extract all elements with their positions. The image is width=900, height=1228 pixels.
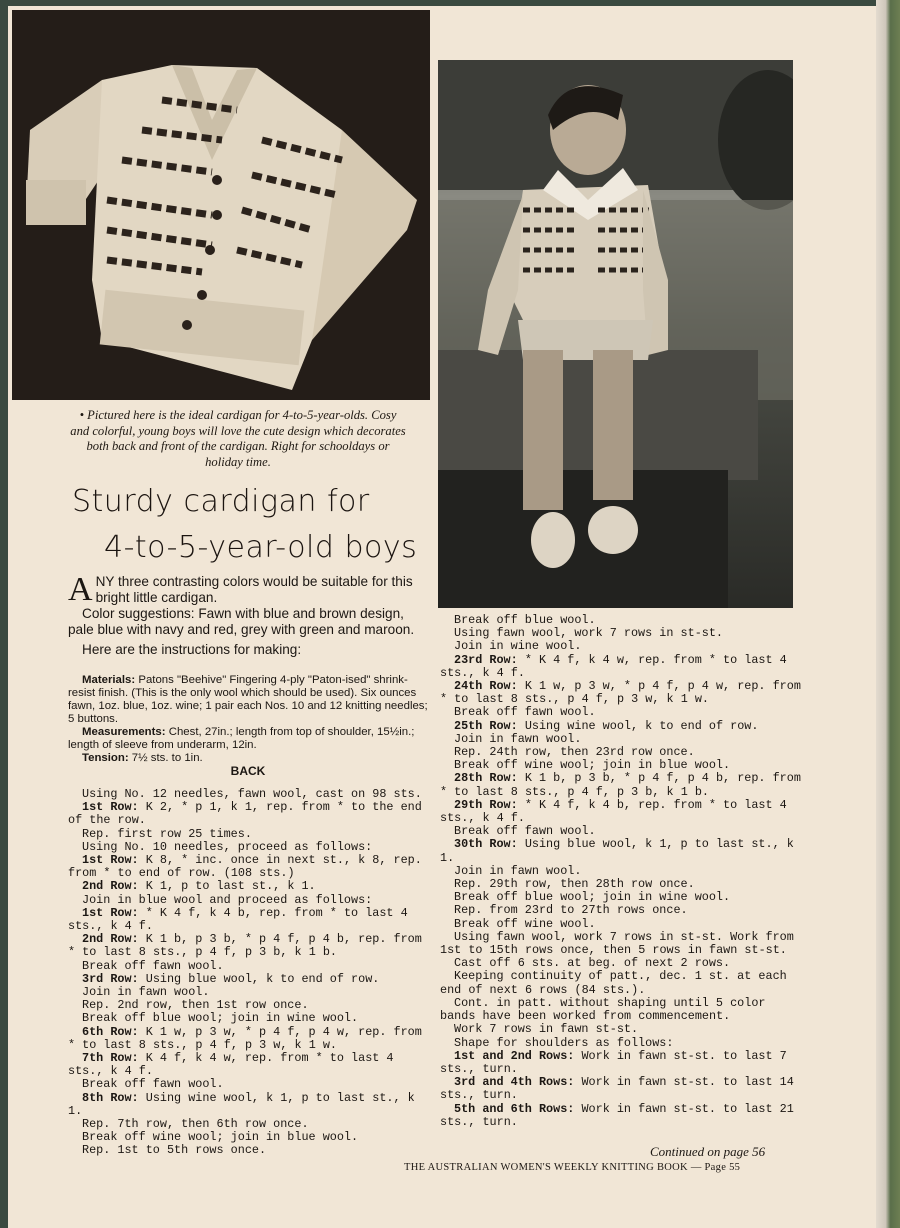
row-label: 30th Row: — [454, 837, 518, 852]
row-text: Rep. from 23rd to 27th rows once. — [454, 903, 688, 918]
instruction-line — [440, 1050, 804, 1076]
row-text: Rep. 24th row, then 23rd row once. — [454, 745, 695, 760]
tension-line: Tension: 7½ sts. to 1in. — [82, 752, 203, 764]
row-label: 3rd and 4th Rows: — [454, 1075, 575, 1090]
row-text: Work in fawn st-st. to last 7 sts., turn. — [440, 1048, 787, 1076]
row-text: Break off blue wool. — [454, 613, 596, 627]
intro-paragraph-2: Color suggestions: Fawn with blue and brown design, pale blue with navy and red, grey with green and maroon. — [68, 606, 415, 637]
row-text: K 1, p to last st., k 1. — [145, 879, 316, 894]
row-text: Rep. 1st to 5th rows once. — [82, 1143, 267, 1158]
row-text: K 1 b, p 3 b, * p 4 f, p 4 b, rep. from * to last 8 sts., p 4 f, p 3 b, k 1 b. — [68, 932, 422, 960]
row-text: Keeping continuity of patt., dec. 1 st. at each end of next 6 rows (84 sts.). — [440, 969, 787, 997]
row-text: Join in fawn wool. — [454, 863, 582, 878]
materials-block — [68, 674, 428, 778]
row-label: 24th Row: — [454, 679, 518, 694]
row-text: Break off fawn wool. — [82, 1077, 224, 1092]
row-text: * K 4 f, k 4 b, rep. from * to last 4 sts., k 4 f. — [68, 905, 408, 934]
row-label: 29th Row: — [454, 797, 518, 812]
instruction-line — [440, 931, 804, 957]
instruction-line — [68, 854, 424, 880]
instruction-line — [440, 1076, 804, 1102]
row-text: Break off fawn wool. — [454, 705, 596, 720]
article-title-line1: Sturdy cardigan for — [72, 484, 370, 519]
intro-paragraph-1: ANY three contrasting colors would be suitable for this bright little cardigan. — [68, 571, 413, 608]
intro-paragraph-3: Here are the instructions for making: — [82, 642, 302, 657]
row-text: Rep. 2nd row, then 1st row once. — [82, 998, 309, 1013]
row-text: Join in fawn wool. — [82, 985, 210, 1000]
instruction-line — [68, 1052, 424, 1078]
magazine-page — [8, 6, 876, 1228]
cardigan-illustration — [12, 10, 430, 400]
row-text: Using blue wool, k to end of row. — [145, 971, 380, 986]
row-text: K 8, * inc. once in next st., k 8, rep. from * to end of row. (108 sts.) — [68, 853, 422, 881]
row-text: Break off wine wool. — [454, 916, 596, 931]
instruction-line — [68, 801, 424, 827]
drop-cap: A — [68, 571, 93, 608]
row-label: 7th Row: — [82, 1051, 139, 1066]
row-text: Break off wine wool; join in blue wool. — [454, 758, 731, 773]
instruction-line — [68, 907, 424, 933]
row-label: 1st Row: — [82, 800, 139, 815]
instruction-line — [440, 799, 804, 825]
boy-illustration — [438, 60, 793, 608]
row-text: Rep. first row 25 times. — [82, 826, 252, 841]
instruction-line — [68, 1144, 424, 1157]
row-text: Using blue wool, k 1, p to last st., k 1. — [440, 837, 794, 865]
photo-caption: • Pictured here is the ideal cardigan for 4-to-5-year-olds. Cosy and colorful, young boys will love the cute design which decorates both back and front of the cardigan. Right for schooldays or holiday time. — [70, 408, 406, 469]
row-text: K 1 w, p 3 w, * p 4 f, p 4 w, rep. from * to last 8 sts., p 4 f, p 3 w, k 1 w. — [68, 1024, 422, 1052]
row-text: Break off wine wool; join in blue wool. — [82, 1130, 359, 1145]
row-text: Cast off 6 sts. at beg. of next 2 rows. — [454, 956, 731, 971]
row-text: Rep. 7th row, then 6th row once. — [82, 1117, 309, 1132]
instruction-line — [68, 933, 424, 959]
instructions-left-column — [68, 788, 424, 1158]
instruction-line — [440, 997, 804, 1023]
row-text: Using wine wool, k to end of row. — [524, 718, 759, 733]
row-label: 2nd Row: — [82, 879, 139, 894]
row-text: K 1 w, p 3 w, * p 4 f, p 4 w, rep. from * to last 8 sts., p 4 f, p 3 w, k 1 w. — [440, 679, 801, 707]
row-text: Break off blue wool; join in wine wool. — [82, 1011, 359, 1026]
instruction-line — [68, 1026, 424, 1052]
row-text: Shape for shoulders as follows: — [454, 1035, 674, 1050]
row-text: K 1 b, p 3 b, * p 4 f, p 4 b, rep. from * to last 8 sts., p 4 f, p 3 b, k 1 b. — [440, 771, 801, 799]
row-text: * K 4 f, k 4 w, rep. from * to last 4 sts., k 4 f. — [440, 652, 787, 680]
adjacent-page-edge — [876, 0, 900, 1228]
instruction-line — [440, 1103, 804, 1129]
row-text: Using fawn wool, work 7 rows in st-st. — [454, 626, 724, 641]
row-text: Using No. 10 needles, proceed as follows: — [82, 839, 373, 854]
boy-photo — [438, 60, 793, 608]
row-text: Join in blue wool and proceed as follows: — [82, 892, 373, 907]
instruction-line — [440, 970, 804, 996]
row-text: Using fawn wool, work 7 rows in st-st. Work from 1st to 15th rows once, then 5 rows in fawn st-st. — [440, 929, 794, 958]
row-label: 8th Row: — [82, 1090, 139, 1105]
row-text: Using No. 12 needles, fawn wool, cast on 98 sts. — [82, 787, 422, 801]
instruction-line — [68, 1092, 424, 1118]
article-intro — [68, 571, 428, 658]
row-text: Work in fawn st-st. to last 14 sts., turn. — [440, 1075, 794, 1103]
instruction-line — [440, 680, 804, 706]
materials-line: Materials: Patons "Beehive" Fingering 4-ply "Paton-ised" shrink-resist finish. (This is the only wool which should be used). Six ounces fawn, 1oz. blue, 1oz. wine; 1 pair each Nos. 10 and 12 knitting needles; 5 buttons. — [68, 674, 428, 725]
row-text: K 4 f, k 4 w, rep. from * to last 4 sts., k 4 f. — [68, 1051, 394, 1079]
row-text: Cont. in patt. without shaping until 5 color bands have been worked from commencement. — [440, 995, 766, 1024]
row-text: Break off fawn wool. — [454, 824, 596, 839]
row-label: 25th Row: — [454, 718, 518, 733]
back-heading: BACK — [230, 764, 266, 778]
instruction-line — [440, 654, 804, 680]
instructions-right-column — [440, 614, 804, 1129]
row-label: 2nd Row: — [82, 932, 139, 947]
row-text: Work in fawn st-st. to last 21 sts., turn. — [440, 1101, 794, 1129]
row-text: Break off fawn wool. — [82, 958, 224, 973]
row-label: 1st and 2nd Rows: — [454, 1048, 575, 1063]
page-footer: THE AUSTRALIAN WOMEN'S WEEKLY KNITTING BOOK — Page 55 — [404, 1162, 741, 1173]
continued-note: Continued on page 56 — [650, 1144, 766, 1159]
measurements-line: Measurements: Chest, 27in.; length from top of shoulder, 15½in.; length of sleeve from underarm, 12in. — [68, 726, 415, 751]
article-title-line2: 4-to-5-year-old boys — [104, 530, 418, 565]
row-text: Rep. 29th row, then 28th row once. — [454, 877, 695, 892]
row-label: 3rd Row: — [82, 971, 139, 986]
row-text: Break off blue wool; join in wine wool. — [454, 890, 731, 905]
row-text: Work 7 rows in fawn st-st. — [454, 1022, 639, 1037]
row-label: 28th Row: — [454, 771, 518, 786]
row-label: 6th Row: — [82, 1024, 139, 1039]
row-text: Join in fawn wool. — [454, 731, 582, 746]
instruction-line — [440, 772, 804, 798]
cardigan-photo — [12, 10, 430, 400]
row-label: 1st Row: — [82, 905, 139, 920]
row-label: 1st Row: — [82, 853, 139, 868]
row-text: K 2, * p 1, k 1, rep. from * to the end of the row. — [68, 800, 422, 828]
row-text: Using wine wool, k 1, p to last st., k 1. — [68, 1090, 415, 1118]
row-text: * K 4 f, k 4 b, rep. from * to last 4 sts., k 4 f. — [440, 797, 787, 826]
instruction-line — [440, 838, 804, 864]
row-text: Join in wine wool. — [454, 639, 582, 654]
row-label: 23rd Row: — [454, 652, 518, 667]
row-label: 5th and 6th Rows: — [454, 1101, 575, 1116]
